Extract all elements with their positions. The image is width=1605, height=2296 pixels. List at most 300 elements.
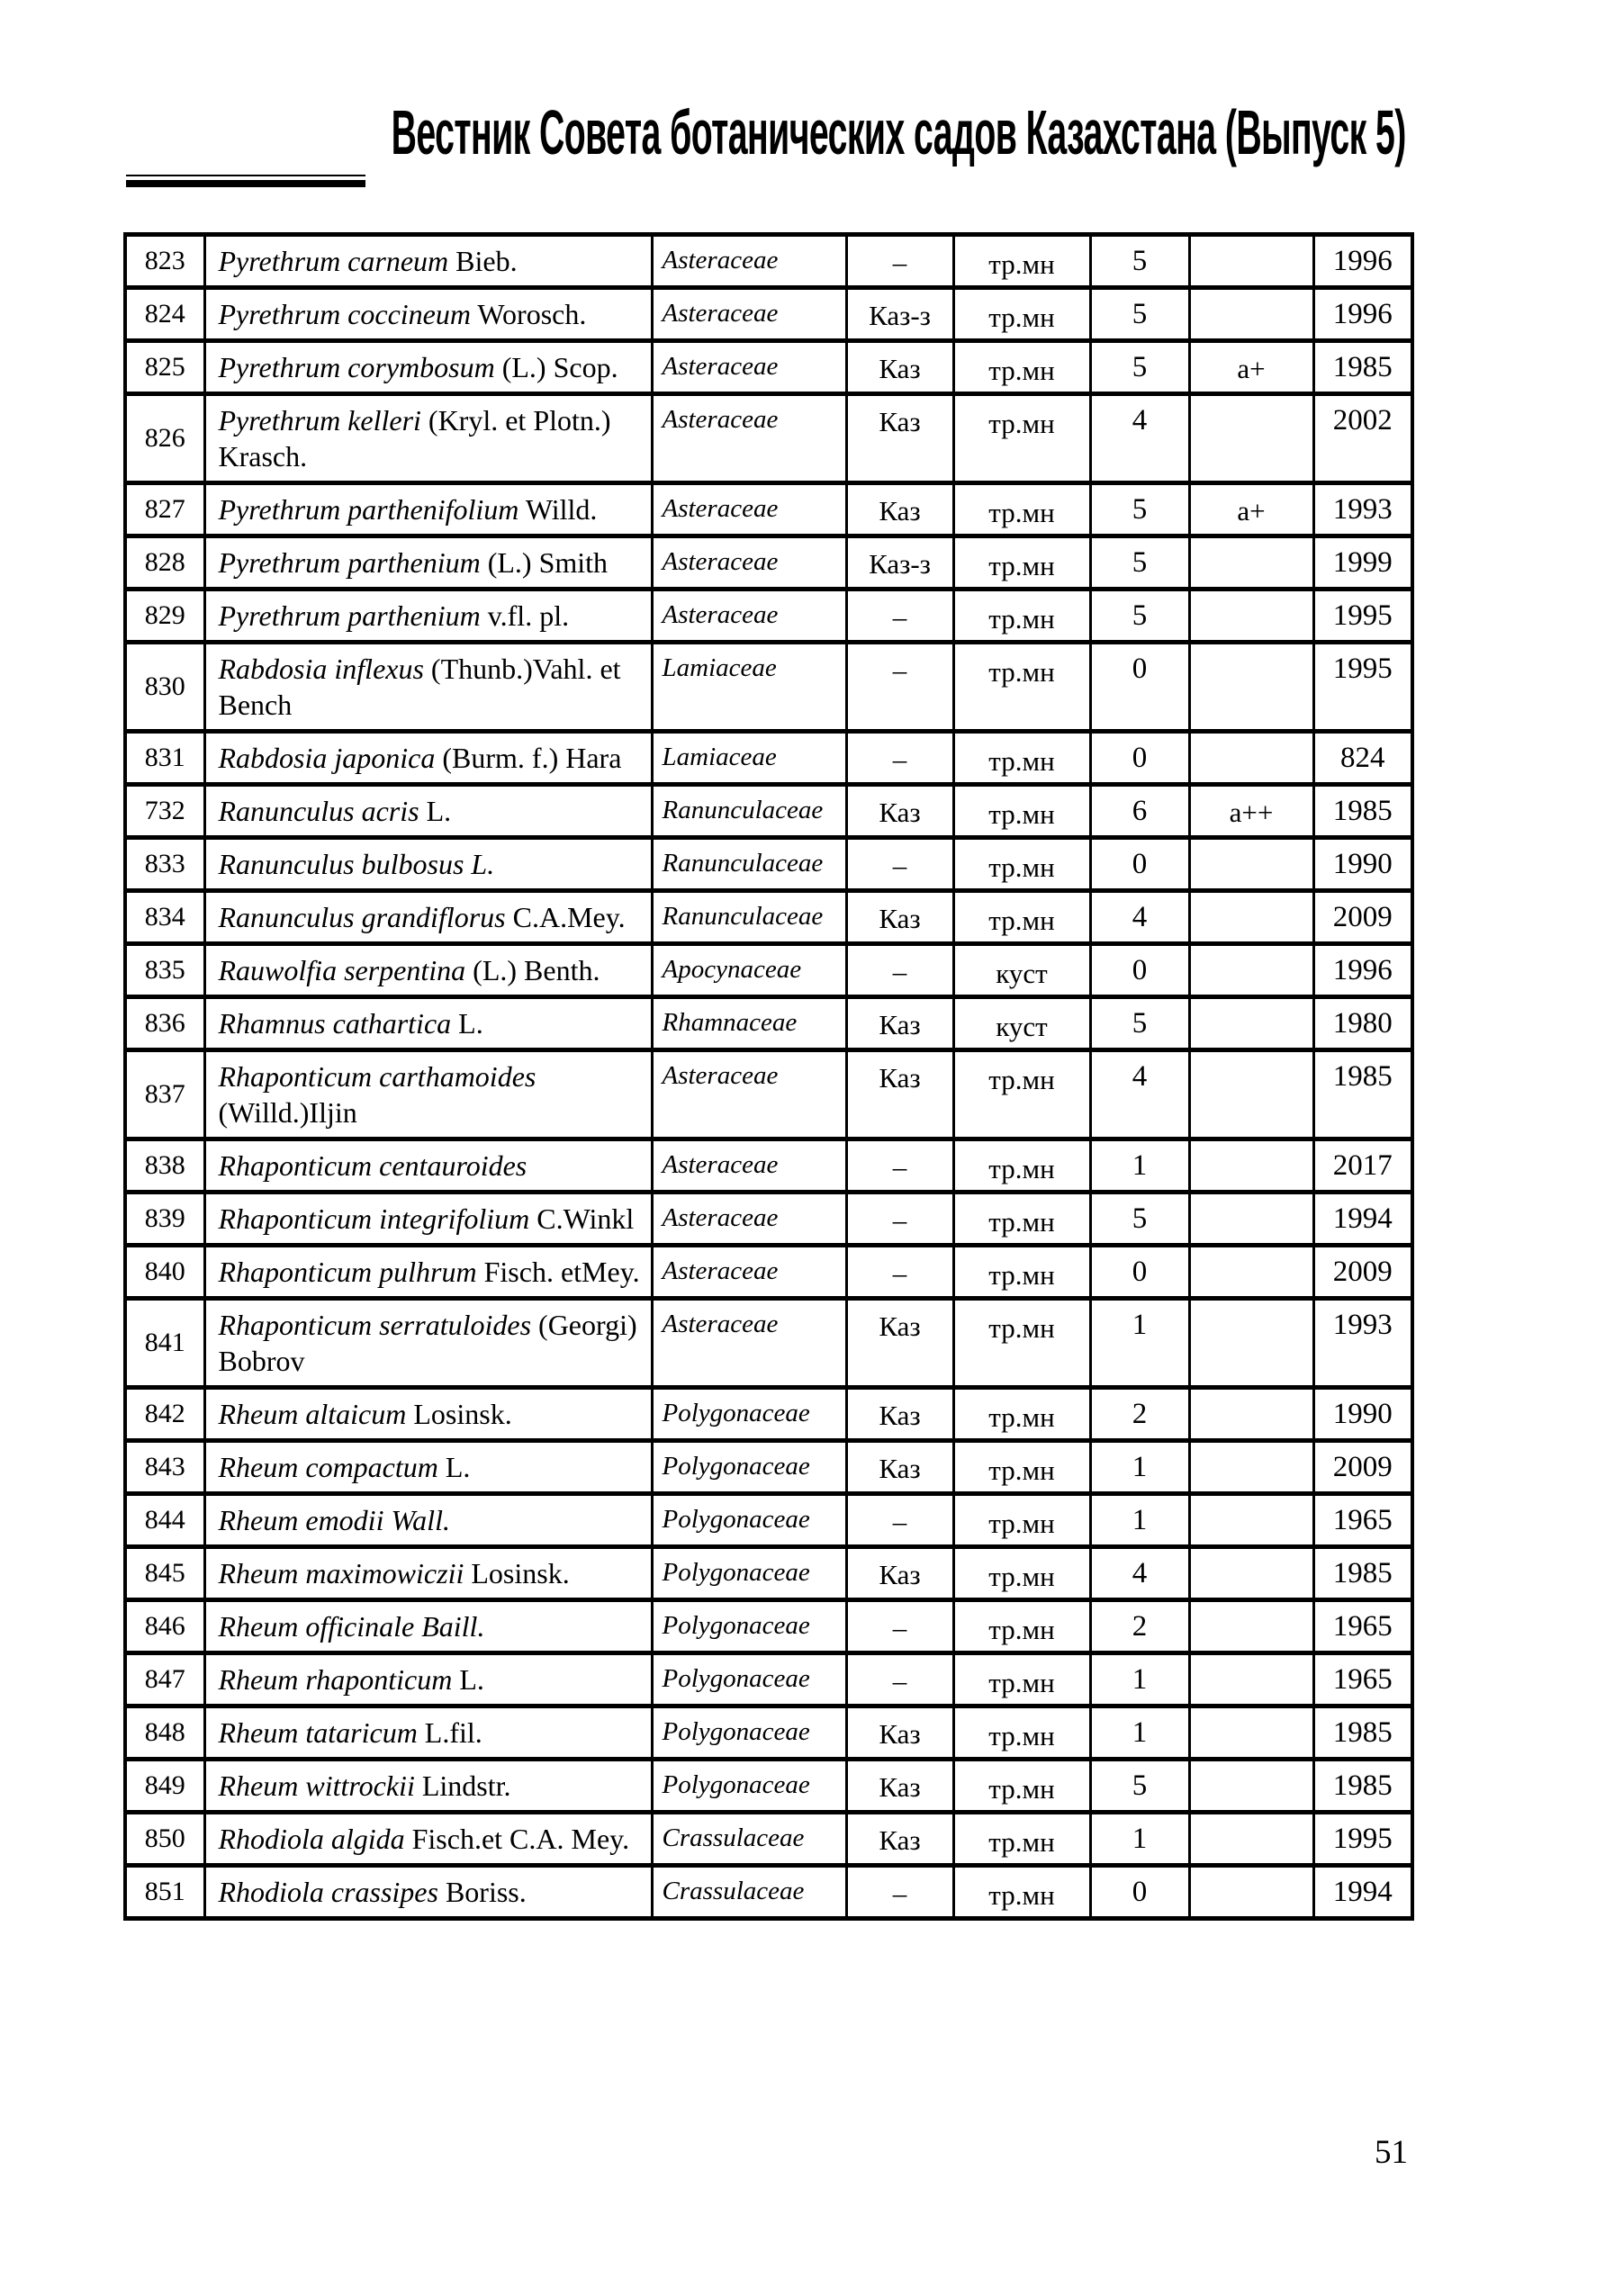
life-form-cell: тр.мн [953, 1653, 1090, 1706]
species-name-author: Losinsk. [413, 1398, 512, 1430]
species-name-cell [204, 1299, 652, 1388]
table-row [125, 997, 1412, 1050]
species-name-cell [204, 1547, 652, 1600]
year-cell: 1985 [1313, 1050, 1412, 1139]
life-form-cell: тр.мн [953, 1760, 1090, 1813]
status-cell: – [846, 732, 953, 785]
year-cell: 2002 [1313, 394, 1412, 483]
status-cell: Каз [846, 1760, 953, 1813]
count-cell: 2 [1090, 1600, 1189, 1653]
row-number-cell: 838 [125, 1139, 204, 1193]
species-name-cell [204, 1494, 652, 1547]
status-cell: Каз [846, 785, 953, 838]
status-cell: – [846, 1866, 953, 1919]
species-name-cell [204, 1388, 652, 1441]
species-name-author: (L.) Smith [487, 546, 609, 579]
status-cell: Каз [846, 891, 953, 944]
species-table-body [125, 235, 1412, 1919]
life-form-cell: тр.мн [953, 1600, 1090, 1653]
species-name-cell [204, 1813, 652, 1866]
species-name-latin: Rhaponticum carthamoides [218, 1060, 537, 1093]
count-cell: 1 [1090, 1813, 1189, 1866]
species-name-latin: Rheum altaicum [218, 1398, 407, 1430]
life-form-cell: тр.мн [953, 1813, 1090, 1866]
table-row [125, 1866, 1412, 1919]
count-cell: 4 [1090, 394, 1189, 483]
row-number-cell: 835 [125, 944, 204, 997]
status-cell: Каз [846, 1050, 953, 1139]
table-row [125, 1600, 1412, 1653]
family-cell: Ranunculaceae [652, 838, 846, 891]
row-number-cell: 825 [125, 341, 204, 394]
mark-cell [1189, 1246, 1313, 1299]
row-number-cell: 826 [125, 394, 204, 483]
family-cell: Asteraceae [652, 1139, 846, 1193]
species-name-cell [204, 643, 652, 732]
species-name-cell [204, 1653, 652, 1706]
family-cell: Polygonaceae [652, 1547, 846, 1600]
table-row [125, 1547, 1412, 1600]
species-name-author: C.Winkl [537, 1202, 635, 1235]
row-number-cell: 850 [125, 1813, 204, 1866]
species-name-cell [204, 997, 652, 1050]
life-form-cell: тр.мн [953, 838, 1090, 891]
row-number-cell: 828 [125, 536, 204, 590]
header-rule-thick-line [126, 180, 365, 187]
species-name-cell [204, 1441, 652, 1494]
mark-cell [1189, 1388, 1313, 1441]
table-row [125, 1246, 1412, 1299]
species-name-latin: Ranunculus bulbosus L. [218, 848, 495, 880]
count-cell: 0 [1090, 838, 1189, 891]
count-cell: 1 [1090, 1706, 1189, 1760]
status-cell: Каз [846, 394, 953, 483]
species-name-author: (Kryl. et Plotn.) Krasch. [218, 404, 611, 473]
status-cell: Каз-з [846, 288, 953, 341]
year-cell: 2009 [1313, 1441, 1412, 1494]
species-name-author: Fisch. etMey. [483, 1256, 640, 1288]
life-form-cell: тр.мн [953, 1494, 1090, 1547]
year-cell: 824 [1313, 732, 1412, 785]
family-cell: Asteraceae [652, 341, 846, 394]
life-form-cell: тр.мн [953, 891, 1090, 944]
mark-cell [1189, 235, 1313, 288]
row-number-cell: 841 [125, 1299, 204, 1388]
life-form-cell: куст [953, 944, 1090, 997]
year-cell: 1985 [1313, 341, 1412, 394]
species-name-latin: Pyrethrum parthenium [218, 599, 481, 632]
species-name-cell [204, 394, 652, 483]
count-cell: 0 [1090, 1246, 1189, 1299]
life-form-cell: тр.мн [953, 288, 1090, 341]
species-name-cell [204, 1866, 652, 1919]
species-name-latin: Rheum emodii Wall. [218, 1504, 450, 1536]
species-name-latin: Rheum rhaponticum [218, 1663, 453, 1696]
species-name-author: (L.) Benth. [473, 954, 600, 986]
mark-cell [1189, 1494, 1313, 1547]
count-cell: 5 [1090, 536, 1189, 590]
year-cell: 1999 [1313, 536, 1412, 590]
species-name-author: (Burm. f.) Hara [442, 742, 622, 774]
status-cell: Каз [846, 483, 953, 536]
family-cell: Asteraceae [652, 1299, 846, 1388]
life-form-cell: тр.мн [953, 1050, 1090, 1139]
species-name-cell [204, 1193, 652, 1246]
row-number-cell: 833 [125, 838, 204, 891]
table-row [125, 1193, 1412, 1246]
year-cell: 1994 [1313, 1866, 1412, 1919]
status-cell: – [846, 235, 953, 288]
species-name-cell [204, 891, 652, 944]
species-name-cell [204, 1760, 652, 1813]
page-number: 51 [1375, 2134, 1408, 2171]
row-number-cell: 849 [125, 1760, 204, 1813]
species-name-latin: Rhodiola algida [218, 1823, 405, 1855]
mark-cell [1189, 1653, 1313, 1706]
count-cell: 1 [1090, 1299, 1189, 1388]
family-cell: Asteraceae [652, 235, 846, 288]
mark-cell [1189, 1193, 1313, 1246]
mark-cell [1189, 1139, 1313, 1193]
species-name-cell [204, 1050, 652, 1139]
status-cell: – [846, 1246, 953, 1299]
status-cell: Каз [846, 1706, 953, 1760]
status-cell: Каз [846, 1299, 953, 1388]
row-number-cell: 829 [125, 590, 204, 643]
species-name-author: L. [458, 1007, 483, 1040]
status-cell: Каз [846, 1441, 953, 1494]
table-row [125, 944, 1412, 997]
journal-title: Вестник Совета ботанических садов Казахстана (Выпуск 5) [391, 97, 1406, 167]
status-cell: Каз [846, 1813, 953, 1866]
species-name-cell [204, 1600, 652, 1653]
species-name-author: Losinsk. [471, 1557, 570, 1589]
table-row [125, 483, 1412, 536]
row-number-cell: 851 [125, 1866, 204, 1919]
count-cell: 4 [1090, 891, 1189, 944]
row-number-cell: 846 [125, 1600, 204, 1653]
mark-cell [1189, 1547, 1313, 1600]
life-form-cell: тр.мн [953, 1388, 1090, 1441]
row-number-cell: 732 [125, 785, 204, 838]
table-row [125, 341, 1412, 394]
table-row [125, 235, 1412, 288]
year-cell: 1965 [1313, 1494, 1412, 1547]
life-form-cell: тр.мн [953, 1441, 1090, 1494]
status-cell: – [846, 1193, 953, 1246]
family-cell: Asteraceae [652, 536, 846, 590]
year-cell: 1993 [1313, 1299, 1412, 1388]
species-name-author: Lindstr. [421, 1769, 511, 1802]
species-name-latin: Pyrethrum coccineum [218, 298, 471, 330]
count-cell: 5 [1090, 341, 1189, 394]
life-form-cell: тр.мн [953, 1193, 1090, 1246]
mark-cell [1189, 643, 1313, 732]
life-form-cell: тр.мн [953, 1866, 1090, 1919]
mark-cell: a++ [1189, 785, 1313, 838]
year-cell: 1996 [1313, 944, 1412, 997]
mark-cell: a+ [1189, 341, 1313, 394]
mark-cell [1189, 1441, 1313, 1494]
year-cell: 1996 [1313, 288, 1412, 341]
count-cell: 0 [1090, 643, 1189, 732]
mark-cell: a+ [1189, 483, 1313, 536]
status-cell: Каз [846, 1388, 953, 1441]
species-name-latin: Rauwolfia serpentina [218, 954, 466, 986]
count-cell: 1 [1090, 1494, 1189, 1547]
species-table [123, 232, 1414, 1921]
species-name-latin: Rhaponticum integrifolium [218, 1202, 530, 1235]
row-number-cell: 827 [125, 483, 204, 536]
species-name-cell [204, 590, 652, 643]
species-name-latin: Rheum maximowiczii [218, 1557, 464, 1589]
family-cell: Lamiaceae [652, 732, 846, 785]
species-name-cell [204, 288, 652, 341]
count-cell: 5 [1090, 1193, 1189, 1246]
status-cell: – [846, 1494, 953, 1547]
year-cell: 1995 [1313, 643, 1412, 732]
species-name-latin: Rabdosia japonica [218, 742, 436, 774]
mark-cell [1189, 1706, 1313, 1760]
row-number-cell: 831 [125, 732, 204, 785]
table-row [125, 785, 1412, 838]
year-cell: 1985 [1313, 1760, 1412, 1813]
status-cell: – [846, 1600, 953, 1653]
mark-cell [1189, 394, 1313, 483]
status-cell: – [846, 1139, 953, 1193]
year-cell: 2017 [1313, 1139, 1412, 1193]
row-number-cell: 843 [125, 1441, 204, 1494]
life-form-cell: тр.мн [953, 643, 1090, 732]
mark-cell [1189, 288, 1313, 341]
table-row [125, 1050, 1412, 1139]
species-name-latin: Pyrethrum parthenium [218, 546, 481, 579]
family-cell: Asteraceae [652, 394, 846, 483]
year-cell: 1994 [1313, 1193, 1412, 1246]
status-cell: Каз [846, 997, 953, 1050]
year-cell: 1996 [1313, 235, 1412, 288]
mark-cell [1189, 1299, 1313, 1388]
species-name-author: v.fl. pl. [487, 599, 570, 632]
family-cell: Asteraceae [652, 1193, 846, 1246]
table-row [125, 1760, 1412, 1813]
table-row [125, 536, 1412, 590]
family-cell: Ranunculaceae [652, 891, 846, 944]
life-form-cell: тр.мн [953, 483, 1090, 536]
life-form-cell: тр.мн [953, 590, 1090, 643]
family-cell: Polygonaceae [652, 1706, 846, 1760]
table-row [125, 1441, 1412, 1494]
family-cell: Asteraceae [652, 590, 846, 643]
species-name-cell [204, 944, 652, 997]
row-number-cell: 844 [125, 1494, 204, 1547]
row-number-cell: 837 [125, 1050, 204, 1139]
table-row [125, 1813, 1412, 1866]
row-number-cell: 830 [125, 643, 204, 732]
status-cell: Каз [846, 341, 953, 394]
species-name-author: (Thunb.)Vahl. et Bench [218, 653, 621, 721]
row-number-cell: 823 [125, 235, 204, 288]
row-number-cell: 848 [125, 1706, 204, 1760]
species-name-author: L.fil. [424, 1716, 482, 1749]
species-name-author: L. [426, 795, 452, 827]
year-cell: 1985 [1313, 785, 1412, 838]
mark-cell [1189, 732, 1313, 785]
mark-cell [1189, 1600, 1313, 1653]
count-cell: 6 [1090, 785, 1189, 838]
year-cell: 1985 [1313, 1706, 1412, 1760]
mark-cell [1189, 838, 1313, 891]
status-cell: – [846, 944, 953, 997]
header-rule [126, 175, 365, 187]
year-cell: 1980 [1313, 997, 1412, 1050]
species-name-latin: Rhaponticum pulhrum [218, 1256, 477, 1288]
year-cell: 1990 [1313, 838, 1412, 891]
family-cell: Polygonaceae [652, 1494, 846, 1547]
species-name-latin: Rhamnus cathartica [218, 1007, 452, 1040]
family-cell: Lamiaceae [652, 643, 846, 732]
species-name-latin: Rheum officinale Baill. [218, 1610, 485, 1643]
count-cell: 5 [1090, 288, 1189, 341]
row-number-cell: 836 [125, 997, 204, 1050]
header-rule-thin-line [126, 175, 365, 176]
species-name-cell [204, 838, 652, 891]
row-number-cell: 840 [125, 1246, 204, 1299]
table-row [125, 891, 1412, 944]
species-name-cell [204, 235, 652, 288]
family-cell: Asteraceae [652, 1246, 846, 1299]
family-cell: Polygonaceae [652, 1600, 846, 1653]
row-number-cell: 834 [125, 891, 204, 944]
species-name-cell [204, 785, 652, 838]
species-name-author: C.A.Mey. [512, 901, 626, 933]
family-cell: Crassulaceae [652, 1813, 846, 1866]
species-name-latin: Pyrethrum parthenifolium [218, 493, 519, 526]
species-name-cell [204, 1706, 652, 1760]
row-number-cell: 839 [125, 1193, 204, 1246]
species-name-cell [204, 483, 652, 536]
mark-cell [1189, 536, 1313, 590]
species-name-latin: Rhaponticum serratuloides [218, 1309, 532, 1341]
table-row [125, 1653, 1412, 1706]
mark-cell [1189, 1760, 1313, 1813]
life-form-cell: куст [953, 997, 1090, 1050]
table-row [125, 1299, 1412, 1388]
life-form-cell: тр.мн [953, 1706, 1090, 1760]
year-cell: 1985 [1313, 1547, 1412, 1600]
species-name-latin: Rheum tataricum [218, 1716, 418, 1749]
species-name-cell [204, 1246, 652, 1299]
count-cell: 4 [1090, 1050, 1189, 1139]
mark-cell [1189, 1866, 1313, 1919]
year-cell: 1993 [1313, 483, 1412, 536]
row-number-cell: 842 [125, 1388, 204, 1441]
species-name-cell [204, 341, 652, 394]
year-cell: 1995 [1313, 590, 1412, 643]
status-cell: – [846, 643, 953, 732]
count-cell: 5 [1090, 590, 1189, 643]
species-name-author: Fisch.et C.A. Mey. [411, 1823, 630, 1855]
count-cell: 4 [1090, 1547, 1189, 1600]
count-cell: 5 [1090, 1760, 1189, 1813]
species-name-latin: Rhodiola crassipes [218, 1876, 438, 1908]
species-name-latin: Pyrethrum kelleri [218, 404, 421, 437]
species-name-author: (Georgi) Bobrov [218, 1309, 637, 1377]
species-name-latin: Rheum compactum [218, 1451, 438, 1483]
year-cell: 1965 [1313, 1600, 1412, 1653]
family-cell: Apocynaceae [652, 944, 846, 997]
count-cell: 0 [1090, 732, 1189, 785]
table-row [125, 643, 1412, 732]
status-cell: – [846, 838, 953, 891]
count-cell: 1 [1090, 1441, 1189, 1494]
table-row [125, 1139, 1412, 1193]
count-cell: 5 [1090, 997, 1189, 1050]
status-cell: Каз-з [846, 536, 953, 590]
life-form-cell: тр.мн [953, 1547, 1090, 1600]
species-name-latin: Rabdosia inflexus [218, 653, 424, 685]
family-cell: Polygonaceae [652, 1760, 846, 1813]
life-form-cell: тр.мн [953, 341, 1090, 394]
life-form-cell: тр.мн [953, 394, 1090, 483]
family-cell: Asteraceae [652, 1050, 846, 1139]
species-name-author: Bieb. [455, 245, 518, 277]
life-form-cell: тр.мн [953, 1299, 1090, 1388]
mark-cell [1189, 590, 1313, 643]
species-name-author: L. [445, 1451, 471, 1483]
species-name-latin: Ranunculus acris [218, 795, 419, 827]
life-form-cell: тр.мн [953, 785, 1090, 838]
year-cell: 1965 [1313, 1653, 1412, 1706]
species-name-cell [204, 732, 652, 785]
table-row [125, 1494, 1412, 1547]
life-form-cell: тр.мн [953, 536, 1090, 590]
table-row [125, 732, 1412, 785]
count-cell: 1 [1090, 1653, 1189, 1706]
species-name-author: (Willd.)Iljin [218, 1096, 357, 1129]
row-number-cell: 847 [125, 1653, 204, 1706]
table-row [125, 394, 1412, 483]
year-cell: 2009 [1313, 891, 1412, 944]
mark-cell [1189, 891, 1313, 944]
status-cell: – [846, 590, 953, 643]
table-row [125, 1706, 1412, 1760]
species-name-cell [204, 536, 652, 590]
family-cell: Rhamnaceae [652, 997, 846, 1050]
mark-cell [1189, 1050, 1313, 1139]
species-name-author: Worosch. [477, 298, 587, 330]
table-row [125, 288, 1412, 341]
species-name-latin: Rhaponticum centauroides [218, 1149, 527, 1182]
count-cell: 5 [1090, 235, 1189, 288]
family-cell: Polygonaceae [652, 1441, 846, 1494]
family-cell: Polygonaceae [652, 1388, 846, 1441]
mark-cell [1189, 997, 1313, 1050]
row-number-cell: 845 [125, 1547, 204, 1600]
family-cell: Polygonaceae [652, 1653, 846, 1706]
family-cell: Ranunculaceae [652, 785, 846, 838]
species-name-latin: Pyrethrum carneum [218, 245, 449, 277]
count-cell: 0 [1090, 944, 1189, 997]
family-cell: Crassulaceae [652, 1866, 846, 1919]
table-row [125, 1388, 1412, 1441]
count-cell: 2 [1090, 1388, 1189, 1441]
species-name-author: L. [459, 1663, 484, 1696]
species-name-latin: Rheum wittrockii [218, 1769, 415, 1802]
species-name-latin: Ranunculus grandiflorus [218, 901, 506, 933]
year-cell: 2009 [1313, 1246, 1412, 1299]
life-form-cell: тр.мн [953, 1139, 1090, 1193]
